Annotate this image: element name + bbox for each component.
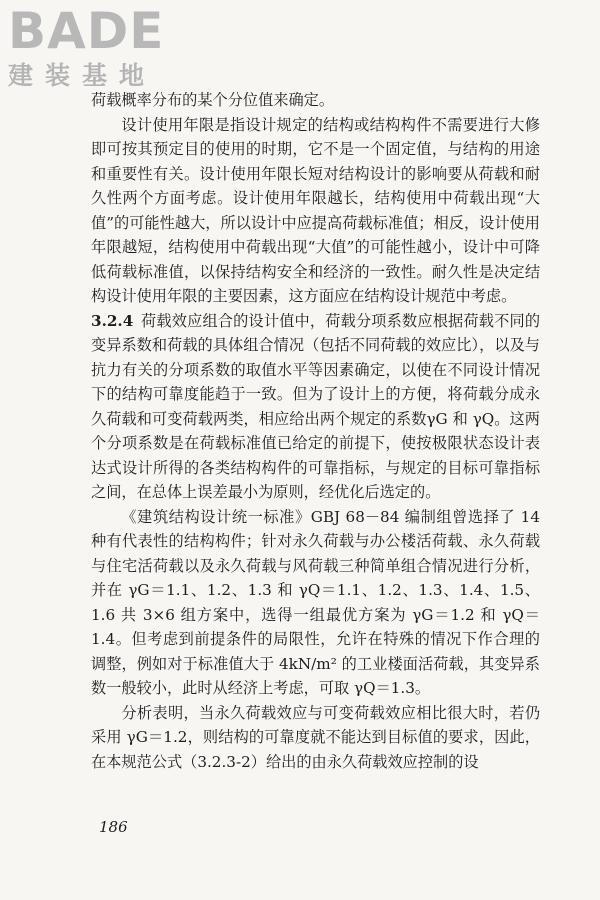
paragraph-continuation: 荷载概率分布的某个分位值来确定。 [91,91,334,109]
paragraph-3-2-4 [91,309,540,505]
logo-subtitle: 建装基地 [8,61,157,90]
paragraph-design-service-life: 设计使用年限是指设计规定的结构或结构构件不需要进行大修即可按其预定目的使用的时期，它不是一个固定值，与结构的用途和重要性有关。设计使用年限长短对结构设计的影响要从荷载和耐久性两个方面考虑。设计使用年限越长，结构使用中荷载出现“大值”的可能性越大，所以设计中应提高荷载标准值；相反，设计使用年限越短，结构使用中荷载出现“大值”的可能性越小，设计中可降低荷载标准值，以保持结构安全和经济的一致性。耐久性是决定结构设计使用年限的主要因素，这方面应在结构设计规范中考虑。 [91,115,540,305]
paragraph-gbj-68-84: 《建筑结构设计统一标准》GBJ 68－84 编制组曾选择了 14 种有代表性的结构构件；针对永久荷载与办公楼活荷载、永久荷载与住宅活荷载以及永久荷载与风荷载三种简单组合情况进行分析，并在 γG＝1.1、1.2、1.3 和 γQ＝1.1、1.2、1.3、1.4、1.5、1.6 共 3×6 组方案中，选得一组最优方案为 γG＝1.2 和 γQ＝1.4。但考虑到前提条件的局限性，允许在特殊的情况下作合理的调整，例如对于标准值大于 4kN/m² 的工业楼面活荷载，其变异系数一般较小，此时从经济上考虑，可取 γQ＝1.3。 [91,507,540,697]
paragraph-analysis: 分析表明，当永久荷载效应与可变荷载效应相比很大时，若仍采用 γG＝1.2，则结构的可靠度就不能达到目标值的要求，因此，在本规范公式（3.2.3-2）给出的由永久荷载效应控制的设 [91,703,540,771]
watermark-logo [8,2,178,90]
section-number: 3.2.4 [91,311,134,330]
page-number: 186 [99,818,128,836]
paragraph-3-2-4-text: 荷载效应组合的设计值中，荷载分项系数应根据荷载不同的变异系数和荷载的具体组合情况（包括不同荷载的效应比），以及与抗力有关的分项系数的取值水平等因素确定，以使在不同设计情况下的结构可靠度能趋于一致。但为了设计上的方便，将荷载分成永久荷载和可变荷载两类，相应给出两个规定的系数γG 和 γQ。这两个分项系数是在荷载标准值已给定的前提下，使按极限状态设计表达式设计所得的各类结构构件的可靠指标，与规定的目标可靠指标之间，在总体上误差最小为原则，经优化后选定的。 [91,311,540,501]
logo-wordmark: BADE [8,2,165,60]
page-body [91,88,540,774]
